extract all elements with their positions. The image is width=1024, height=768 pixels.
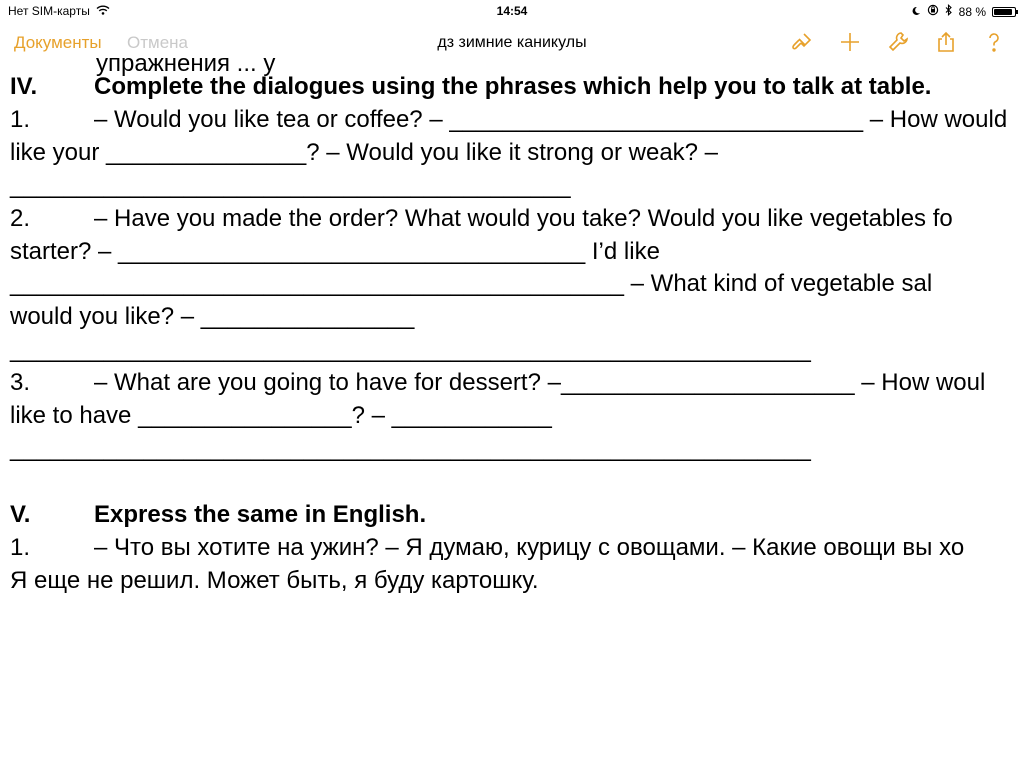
line-text: – Would you like tea or coffee? – _______________________________ – How would — [94, 105, 1008, 133]
line-text: __________________________________________ — [10, 171, 571, 199]
document-line — [10, 368, 985, 398]
bluetooth-icon — [945, 4, 953, 19]
document-line — [10, 533, 964, 563]
clipped-previous-line: упражнения ... у — [96, 50, 276, 77]
line-text: would you like? – ________________ — [10, 303, 415, 331]
document-line — [10, 335, 811, 365]
line-number: 1. — [10, 105, 31, 133]
line-number: 3. — [10, 369, 31, 397]
document-line — [10, 269, 932, 299]
document-page[interactable] — [0, 50, 1024, 768]
line-number: 2. — [10, 204, 31, 232]
battery-percent: 88 % — [958, 4, 986, 19]
status-bar — [0, 0, 1024, 22]
documents-button[interactable]: Документы — [14, 33, 102, 52]
line-text: – Что вы хотите на ужин? – Я думаю, курицу с овощами. – Какие овощи вы хо — [94, 533, 965, 561]
help-icon[interactable] — [980, 28, 1008, 56]
plus-icon[interactable] — [836, 28, 864, 56]
line-number: V. — [10, 500, 31, 528]
document-line — [10, 302, 414, 332]
line-text: Express the same in English. — [94, 500, 427, 528]
line-text: like to have ________________? – ____________ — [10, 402, 552, 429]
document-line — [10, 500, 426, 530]
line-text: like your _______________? – Would you like it strong or weak? – — [10, 138, 719, 166]
paintbrush-icon[interactable] — [788, 28, 816, 56]
carrier-label: Нет SIM-карты — [8, 4, 90, 18]
line-text: ______________________________________________ – What kind of vegetable sal — [10, 270, 933, 298]
battery-icon — [992, 7, 1016, 17]
line-text: starter? – ___________________________________ I’d like — [10, 237, 660, 265]
document-line — [10, 434, 811, 464]
cancel-button[interactable]: Отмена — [127, 33, 188, 52]
orientation-lock-icon — [927, 4, 939, 19]
line-text: Complete the dialogues using the phrases which help you to talk at table. — [94, 73, 932, 100]
document-line — [10, 204, 953, 234]
line-number: IV. — [10, 73, 38, 100]
line-text: ____________________________________________________________ — [10, 336, 811, 364]
wrench-icon[interactable] — [884, 28, 912, 56]
document-line — [10, 171, 571, 201]
line-text: – Have you made the order? What would you take? Would you like vegetables fo — [94, 204, 953, 232]
document-line — [10, 72, 931, 102]
document-line — [10, 138, 718, 168]
status-time: 14:54 — [496, 4, 528, 18]
line-text: ____________________________________________________________ — [10, 434, 811, 462]
document-line — [10, 105, 1007, 135]
line-text: – What are you going to have for dessert? –______________________ – How woul — [94, 369, 986, 397]
moon-icon — [911, 5, 921, 19]
share-icon[interactable] — [932, 28, 960, 56]
document-line — [10, 237, 660, 267]
document-title: дз зимние каникулы — [437, 34, 587, 51]
document-line — [10, 566, 539, 596]
document-line — [10, 401, 552, 431]
line-text: Я еще не решил. Может быть, я буду картошку. — [10, 566, 539, 594]
line-number: 1. — [10, 533, 31, 561]
